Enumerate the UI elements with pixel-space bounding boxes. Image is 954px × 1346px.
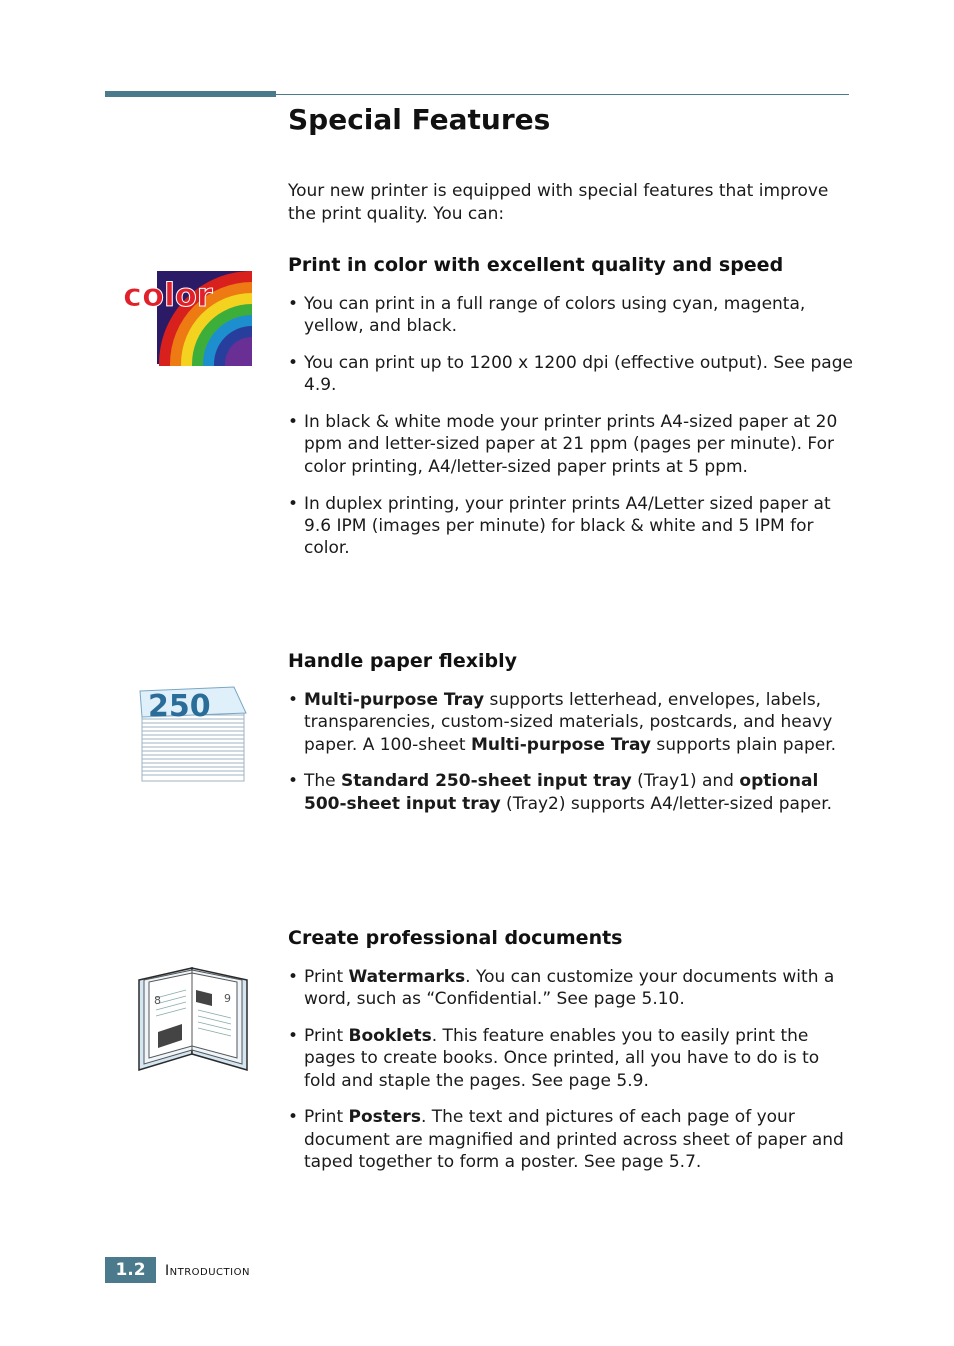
section-paper [288,648,853,829]
list-item [288,1025,853,1092]
bullet-text: supports plain paper. [651,734,837,755]
footer-page-number: 1.2 [105,1257,156,1283]
footer-section-label: Introduction [165,1263,250,1279]
paper-bullet-list [288,689,853,815]
bold-term: Posters [348,1107,421,1128]
bold-term: optional 500-sheet input tray [304,771,819,814]
bullet-text: . This feature enables you to easily print the pages to create books. Once printed, all you have to do is to fold and staple the pages. See page 5.9. [304,1026,820,1091]
list-item: • In black & white mode your printer prints A4-sized paper at 20 ppm and letter-sized paper at 21 ppm (pages per minute). For color printing, A4/letter-sized paper prints at 5 ppm. [288,411,853,478]
list-item [288,770,853,815]
documents-bullet-list [288,966,853,1173]
list-item [288,1106,853,1173]
booklet-right-page-number: 9 [224,992,231,1005]
bullet-text: . The text and pictures of each page of your document are magnified and printed across sheet of paper and taped together to form a poster. See page 5.7. [304,1107,844,1173]
bold-term: Booklets [348,1026,432,1047]
bullet-text: (Tray2) supports A4/letter-sized paper. [500,793,833,814]
bullet-text: Print [304,1107,349,1128]
paper-count-label: 250 [148,689,211,724]
page-title: Special Features [288,103,551,136]
booklet-icon [136,960,250,1074]
bold-term: Multi-purpose Tray [304,690,485,710]
list-item: • You can print up to 1200 x 1200 dpi (effective output). See page 4.9. [288,352,853,397]
color-rainbow-icon [120,268,254,366]
section-documents [288,925,853,1188]
paper-stack-icon [136,683,250,789]
bullet-text: Print [304,967,349,987]
bullet-text: supports letterhead, envelopes, labels, transparencies, custom-sized materials, postcards, and heavy paper. A 100-sheet [304,690,833,755]
bold-term: Standard 250-sheet input tray [341,771,632,792]
section-color [288,252,853,574]
booklet-left-page-number: 8 [154,994,161,1007]
bullet-text: The [304,771,342,792]
bold-term: Watermarks [348,967,466,987]
bullet-text: Print [304,1026,349,1047]
bullet-text: . You can customize your documents with a word, such as “Confidential.” See page 5.10. [304,967,835,1010]
list-item: • In duplex printing, your printer prints A4/Letter sized paper at 9.6 IPM (images per minute) for black & white and 5 IPM for color. [288,493,853,560]
list-item [288,966,853,1011]
color-wordmark: color [123,276,213,314]
section-heading-paper: Handle paper flexibly [288,650,517,672]
list-item [288,689,853,756]
color-bullet-list [288,293,853,559]
intro-paragraph: Your new printer is equipped with special features that improve the print quality. You can: [288,181,829,224]
bold-term: Multi-purpose Tray [470,734,652,755]
header-rule-thick [105,91,276,97]
bullet-text: (Tray1) and [631,771,740,792]
section-heading-color: Print in color with excellent quality and speed [288,254,784,276]
header-rule-thin [276,94,849,95]
section-heading-documents: Create professional documents [288,927,623,949]
list-item: • You can print in a full range of colors using cyan, magenta, yellow, and black. [288,293,853,338]
